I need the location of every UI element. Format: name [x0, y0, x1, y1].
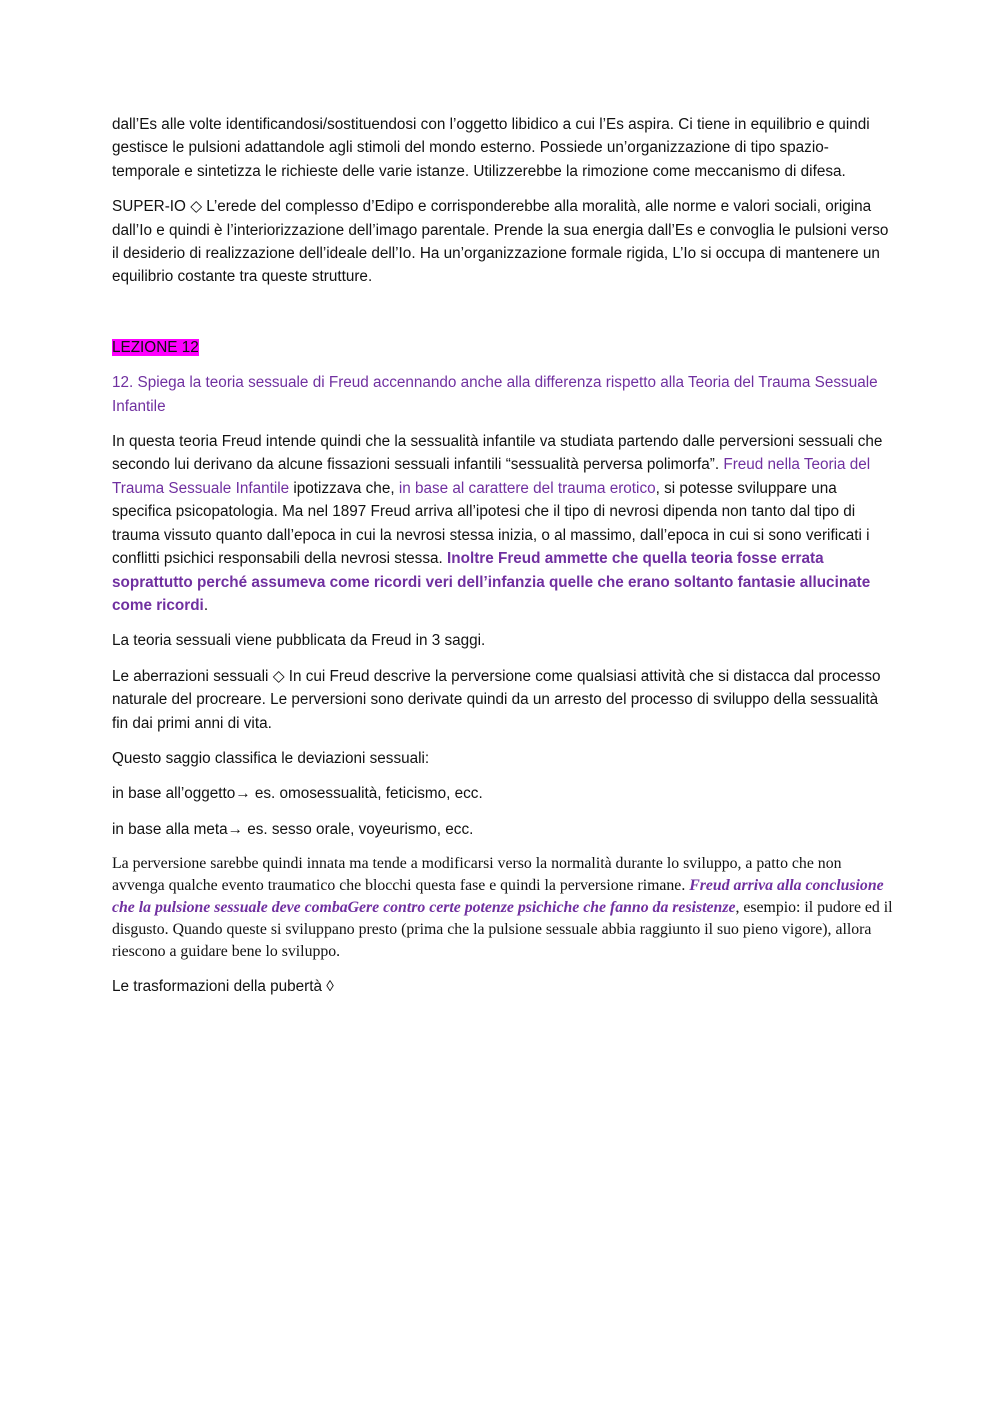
question-heading: 12. Spiega la teoria sessuale di Freud accennando anche alla differenza rispetto alla Teoria del Trauma Sessuale Infantile [112, 374, 878, 415]
text-run: . [203, 596, 209, 614]
spacer [112, 301, 896, 336]
text-run: , esempio: il pudore ed il disgusto. Quando queste si sviluppano presto (prima che la pulsione sessuale abbia raggiunto il suo pieno vigore), allora riescono a guidare bene lo sviluppo. [112, 899, 893, 961]
text-run-emphasis: Freud arriva alla conclusione che la pulsione sessuale deve combaGere contro certe potenze psichiche che fanno da resistenze [112, 877, 884, 917]
list-item-aim: in base alla meta→ es. sesso orale, voyeurismo, ecc. [112, 820, 474, 838]
lesson-heading-paragraph [112, 336, 896, 359]
paragraph-ego-continued: dall’Es alle volte identificandosi/sostituendosi con l’oggetto libidico a cui l’Es aspira. Ci tiene in equilibrio e quindi gestisce le pulsioni adattandole agli stimoli del mondo esterno. Possiede un’organizzazione di tipo spazio-temporale e sintetizza le richieste delle varie istanze. Utilizzerebbe la rimozione come meccanismo di difesa. [112, 116, 870, 180]
lesson-heading: LEZIONE 12 [112, 338, 199, 356]
text-run: ipotizzava che, [289, 479, 399, 497]
paragraph-classification: Questo saggio classifica le deviazioni sessuali: [112, 749, 430, 767]
text-run: La perversione sarebbe quindi innata ma tende a modificarsi verso la normalità durante lo sviluppo, a patto che non avvenga qualche evento traumatico che blocchi questa fase e quindi la perversione rimane. [112, 855, 842, 895]
text-run: In questa teoria Freud intende quindi che la sessualità infantile va studiata partendo dalle perversioni sessuali che secondo lui derivano da alcune fissazioni sessuali infantili “sessualità perversa polimorfa”. [112, 433, 883, 474]
paragraph-perversion [112, 853, 896, 963]
text-run-bold-highlight: Inoltre Freud ammette che quella teoria fosse errata soprattutto perché assumeva come ricordi veri dell’infanzia quelle che erano soltanto fantasie allucinate come ricordi [112, 550, 871, 614]
text-run-highlight: in base al carattere del trauma erotico [398, 479, 656, 497]
paragraph-three-essays: La teoria sessuali viene pubblicata da Freud in 3 saggi. [112, 632, 486, 650]
paragraph-puberty: Le trasformazioni della pubertà ◊ [112, 978, 334, 996]
paragraph-aberrations: Le aberrazioni sessuali ◇ In cui Freud descrive la perversione come qualsiasi attività che si distacca dal processo naturale del procreare. Le perversioni sono derivate quindi da un arresto del processo di sviluppo della sessualità fin dai primi anni di vita. [112, 667, 881, 732]
list-item-object: in base all’oggetto→ es. omosessualità, feticismo, ecc. [112, 785, 483, 803]
paragraph-sexual-theory [112, 430, 896, 617]
text-run-highlight: Freud nella Teoria del Trauma Sessuale Infantile [112, 456, 871, 497]
text-run: , si potesse sviluppare una specifica psicopatologia. Ma nel 1897 Freud arriva all’ipotesi che il tipo di nevrosi dipenda non tanto dal tipo di trauma vissuto quanto dall’epoca in cui la nevrosi stessa inizia, o al massimo, dall’epoca in cui si sono verificati i conflitti psichici responsabili della nevrosi stessa. [112, 479, 870, 568]
document-page [112, 113, 896, 1011]
paragraph-super-ego: SUPER-IO ◇ L’erede del complesso d’Edipo e corrisponderebbe alla moralità, alle norme e valori sociali, origina dall’Io e quindi è l’interiorizzazione dell’imago parentale. Prende la sua energia dall’Es e convoglia le pulsioni verso il desiderio di realizzazione dell’ideale dell’Io. Ha un’organizzazione formale rigida, L’Io si occupa di mantenere un equilibrio costante tra queste strutture. [112, 198, 889, 286]
